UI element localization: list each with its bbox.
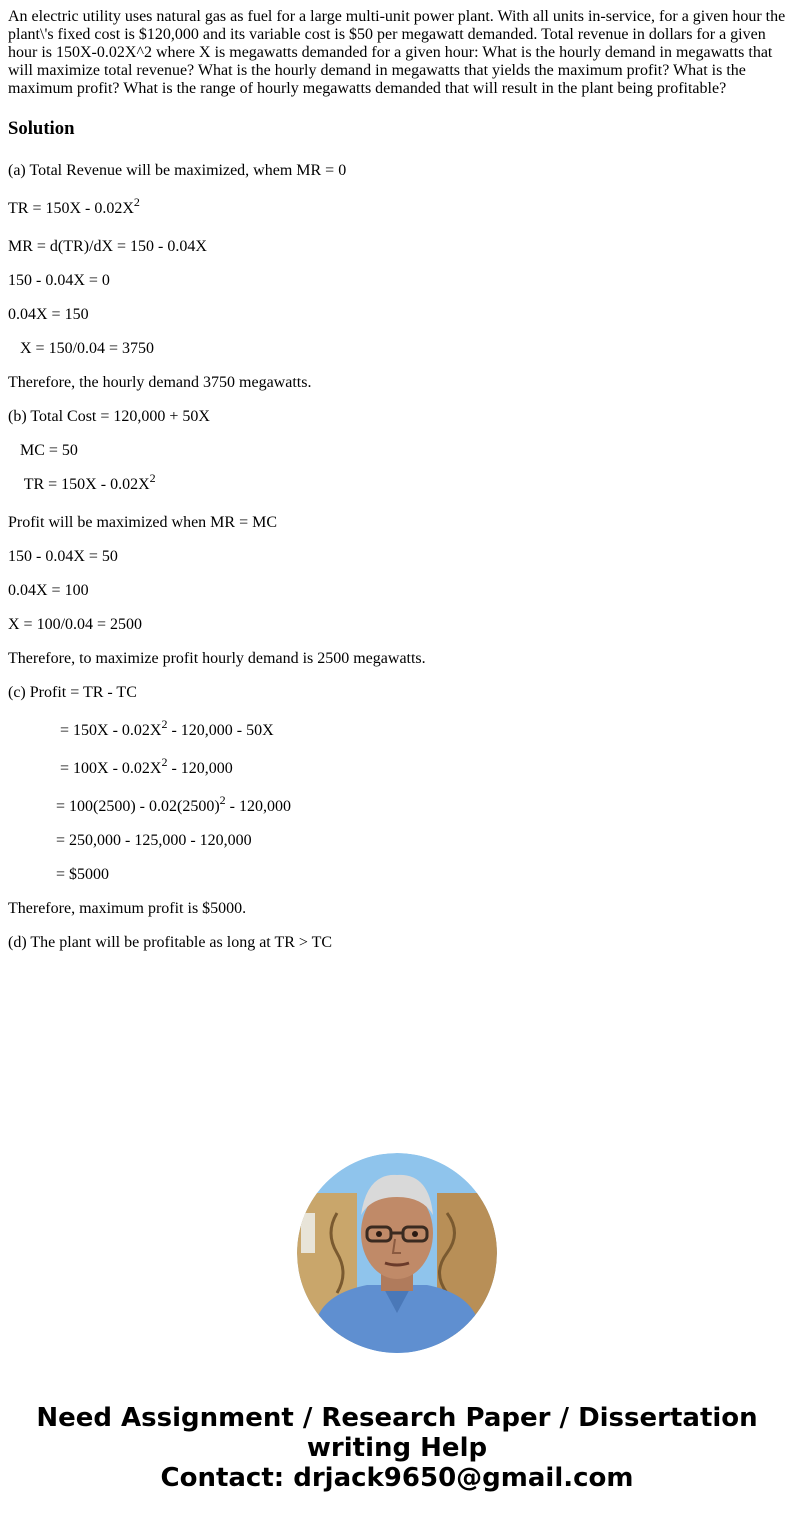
solution-line-text: = 100X - 0.02X: [8, 760, 162, 777]
solution-line-text: Therefore, the hourly demand 3750 megawatts.: [8, 374, 312, 391]
solution-line-text: = 150X - 0.02X: [8, 722, 162, 739]
solution-line-text: X = 150/0.04 = 3750: [8, 340, 155, 357]
solution-body: [8, 162, 788, 952]
exponent: 2: [161, 754, 168, 769]
exponent: 2: [161, 716, 168, 731]
solution-line-text: = 100(2500) - 0.02(2500): [8, 798, 220, 815]
solution-line-text: MC = 50: [8, 442, 78, 459]
solution-line: [8, 374, 788, 392]
solution-line: [8, 866, 788, 884]
solution-line-text: X = 100/0.04 = 2500: [8, 616, 143, 633]
solution-line-text: 0.04X = 100: [8, 582, 89, 599]
solution-line: [8, 194, 788, 218]
person-photo-icon: [297, 1153, 497, 1353]
solution-line: [8, 408, 788, 426]
document-body: [8, 8, 788, 952]
solution-line-text: (b) Total Cost = 120,000 + 50X: [8, 408, 210, 425]
solution-line-text: (c) Profit = TR - TC: [8, 684, 137, 701]
solution-line: [8, 548, 788, 566]
solution-line-text: (d) The plant will be profitable as long at TR > TC: [8, 934, 333, 951]
solution-line-text-after: - 120,000 - 50X: [167, 722, 274, 739]
solution-line-text: Therefore, to maximize profit hourly demand is 2500 megawatts.: [8, 650, 426, 667]
solution-line-text: 150 - 0.04X = 0: [8, 272, 110, 289]
solution-line-text: Profit will be maximized when MR = MC: [8, 514, 277, 531]
solution-line-text: (a) Total Revenue will be maximized, whem MR = 0: [8, 162, 347, 179]
solution-line: [8, 470, 788, 494]
solution-heading: Solution: [8, 118, 75, 139]
solution-line: [8, 442, 788, 460]
solution-line: [8, 684, 788, 702]
question-text: An electric utility uses natural gas as fuel for a large multi-unit power plant. With all units in-service, for a given hour the plant\'s fixed cost is $120,000 and its variable cost is $50 per megawatt demanded. Total revenue in dollars for a given hour is 150X-0.02X^2 where X is megawatts demanded for a given hour: What is the hourly demand in megawatts that will maximize total revenue? What is the hourly demand in megawatts that yields the maximum profit? What is the maximum profit? What is the range of hourly megawatts demanded that will result in the plant being profitable?: [8, 8, 786, 97]
footer-line-2: writing Help: [306, 1433, 488, 1463]
solution-line-text-after: - 120,000: [167, 760, 233, 777]
solution-line-text: MR = d(TR)/dX = 150 - 0.04X: [8, 238, 207, 255]
solution-line-text: Therefore, maximum profit is $5000.: [8, 900, 247, 917]
solution-line: [8, 650, 788, 668]
exponent: 2: [133, 194, 140, 209]
exponent: 2: [219, 792, 226, 807]
solution-line: [8, 792, 788, 816]
solution-line: [8, 272, 788, 290]
solution-line: [8, 832, 788, 850]
footer-contact: Contact: drjack9650@gmail.com: [160, 1463, 634, 1493]
solution-line: [8, 238, 788, 256]
solution-line-text: = $5000: [8, 866, 110, 883]
solution-line: [8, 934, 788, 952]
footer-line-1: Need Assignment / Research Paper / Dissertation: [36, 1403, 758, 1433]
solution-line: [8, 716, 788, 740]
exponent: 2: [149, 470, 156, 485]
solution-line: [8, 162, 788, 180]
solution-line-text: 0.04X = 150: [8, 306, 89, 323]
solution-line: [8, 514, 788, 532]
solution-line: [8, 754, 788, 778]
solution-line-text: TR = 150X - 0.02X: [8, 476, 150, 493]
solution-line: [8, 582, 788, 600]
solution-line: [8, 616, 788, 634]
footer-banner: [0, 1403, 794, 1493]
solution-line: [8, 340, 788, 358]
solution-line-text-after: - 120,000: [225, 798, 291, 815]
solution-line-text: 150 - 0.04X = 50: [8, 548, 118, 565]
solution-line-text: TR = 150X - 0.02X: [8, 200, 134, 217]
author-avatar: [297, 1153, 497, 1353]
solution-line: [8, 306, 788, 324]
solution-line: [8, 900, 788, 918]
solution-line-text: = 250,000 - 125,000 - 120,000: [8, 832, 252, 849]
